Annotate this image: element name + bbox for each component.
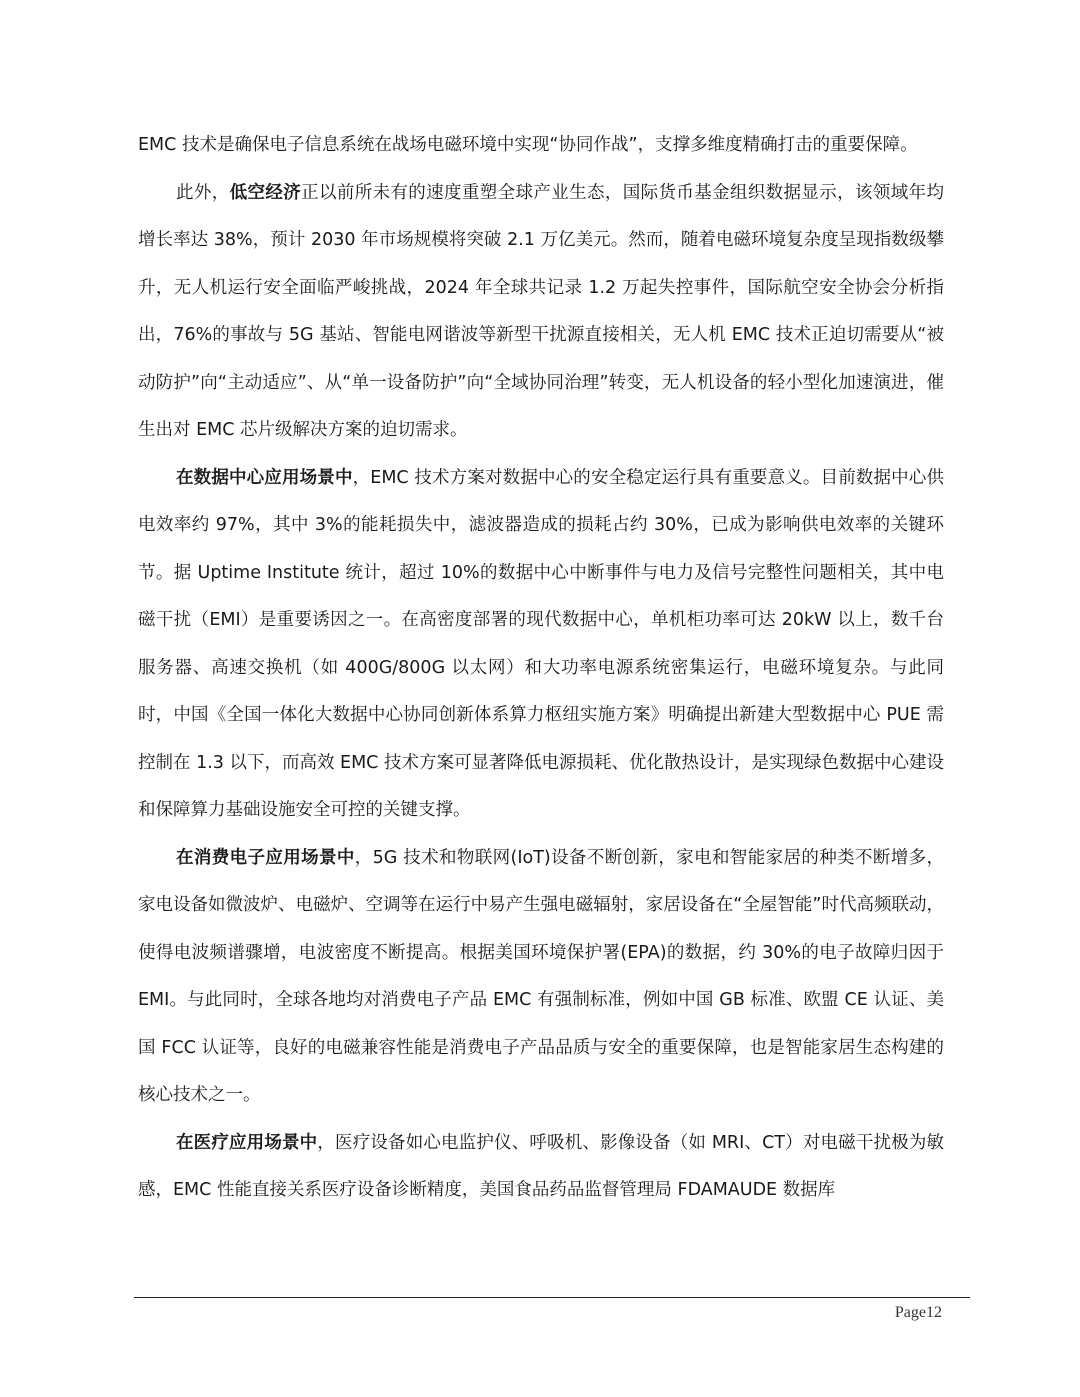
paragraph-1-text: EMC 技术是确保电子信息系统在战场电磁环境中实现“协同作战”，支撑多维度精确打击的重要保障。 (138, 135, 918, 155)
paragraph-1 (138, 122, 944, 170)
paragraph-4-heading: 在消费电子应用场景中 (176, 847, 355, 868)
page-number: Page12 (894, 1304, 942, 1321)
paragraph-2-bold-term: 低空经济 (229, 182, 302, 203)
paragraph-2-text: 正以前所未有的速度重塑全球产业生态，国际货币基金组织数据显示，该领域年均增长率达 38%，预计 2030 年市场规模将突破 2.1 万亿美元。然而，随着电磁环境复杂度呈现指数级攀升，无人机运行安全面临严峻挑战，2024 年全球共记录 1.2 万起失控事件，国际航空安全协会分析指出，76%的事故与 5G 基站、智能电网谐波等新型干扰源直接相关，无人机 EMC 技术正迫切需要从“被动防护”向“主动适应”、从“单一设备防护”向“全域协同治理”转变，无人机设备的轻小型化加速演进，催生出对 EMC 芯片级解决方案的迫切需求。 (138, 182, 945, 440)
paragraph-5 (138, 1120, 944, 1215)
paragraph-4-text: ，5G 技术和物联网(IoT)设备不断创新，家电和智能家居的种类不断增多，家电设备如微波炉、电磁炉、空调等在运行中易产生强电磁辐射，家居设备在“全屋智能”时代高频联动，使得电波频谱骤增，电波密度不断提高。根据美国环境保护署(EPA)的数据，约 30%的电子故障归因于 EMI。与此同时，全球各地均对消费电子产品 EMC 有强制标准，例如中国 GB 标准、欧盟 CE 认证、美国 FCC 认证等，良好的电磁兼容性能是消费电子产品品质与安全的重要保障，也是智能家居生态构建的核心技术之一。 (138, 847, 945, 1105)
paragraph-5-text: ，医疗设备如心电监护仪、呼吸机、影像设备（如 MRI、CT）对电磁干扰极为敏感，EMC 性能直接关系医疗设备诊断精度，美国食品药品监督管理局 FDAMAUDE 数据库 (138, 1132, 945, 1200)
paragraph-4 (138, 835, 944, 1120)
paragraph-5-heading: 在医疗应用场景中 (176, 1132, 318, 1153)
paragraph-2 (138, 170, 944, 455)
paragraph-2-prefix: 此外， (176, 182, 230, 203)
body-text (138, 122, 944, 1215)
paragraph-3-heading: 在数据中心应用场景中 (176, 467, 353, 488)
paragraph-3-text: ，EMC 技术方案对数据中心的安全稳定运行具有重要意义。目前数据中心供电效率约 97%，其中 3%的能耗损失中，滤波器造成的损耗占约 30%，已成为影响供电效率的关键环节。据 Uptime Institute 统计，超过 10%的数据中心中断事件与电力及信号完整性问题相关，其中电磁干扰（EMI）是重要诱因之一。在高密度部署的现代数据中心，单机柜功率可达 20kW 以上，数千台服务器、高速交换机（如 400G/800G 以太网）和大功率电源系统密集运行，电磁环境复杂。与此同时，中国《全国一体化大数据中心协同创新体系算力枢纽实施方案》明确提出新建大型数据中心 PUE 需控制在 1.3 以下，而高效 EMC 技术方案可显著降低电源损耗、优化散热设计，是实现绿色数据中心建设和保障算力基础设施安全可控的关键支撑。 (138, 467, 945, 820)
paragraph-3 (138, 455, 944, 835)
footer-divider (134, 1297, 970, 1298)
